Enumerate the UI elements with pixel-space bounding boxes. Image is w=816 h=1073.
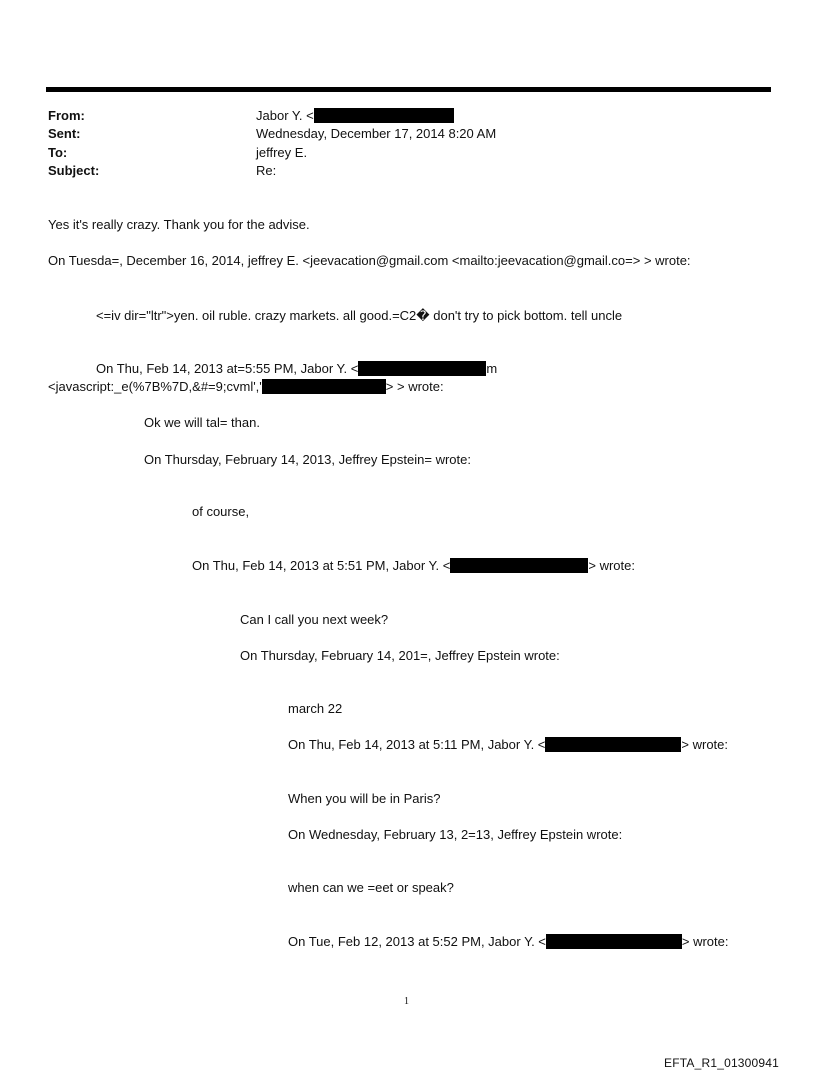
quote-header (288, 934, 729, 950)
from-name: Jabor Y. < (256, 108, 314, 123)
redaction-box (545, 737, 681, 752)
quote-header (288, 737, 728, 753)
quote-text: Ok we will tal= than. (144, 415, 260, 430)
redaction-box (262, 379, 386, 394)
quote-text: When you will be in Paris? (288, 791, 441, 806)
quote-header: On Wednesday, February 13, 2=13, Jeffrey Epstein wrote: (288, 827, 623, 842)
to-label: To: (48, 145, 68, 160)
redaction-box (358, 361, 486, 376)
quote-header-tail: > wrote: (588, 558, 635, 573)
quote-header-text: <javascript:_e(%7B%7D,&#=9;cvml',' (48, 379, 262, 394)
quote-text: march 22 (288, 701, 343, 716)
quote-header-text: On Thu, Feb 14, 2013 at=5:55 PM, Jabor Y. < (96, 361, 359, 376)
from-label: From: (48, 108, 85, 123)
subject-label: Subject: (48, 163, 100, 178)
quote-header: On Tuesda=, December 16, 2014, jeffrey E. <jeevacation@gmail.com <mailto:jeevacation@gmail.co=> > wrote: (48, 253, 691, 268)
quote-header-tail: > wrote: (681, 737, 729, 752)
quote-header: On Thursday, February 14, 2013, Jeffrey Epstein= wrote: (144, 452, 471, 467)
from-value (256, 108, 454, 124)
quote-header-text: On Thu, Feb 14, 2013 at 5:51 PM, Jabor Y. < (192, 558, 451, 573)
quote-header (96, 361, 497, 377)
document-id: EFTA_R1_01300941 (664, 1056, 780, 1070)
redaction-box (546, 934, 682, 949)
sent-label: Sent: (48, 126, 81, 141)
sent-value: Wednesday, December 17, 2014 8:20 AM (256, 126, 497, 141)
quote-header-tail: > wrote: (681, 934, 729, 949)
quote-text: of course, (192, 504, 250, 519)
redaction-box (314, 108, 454, 123)
quote-header-tail: > > wrote: (385, 379, 444, 394)
quote-text: Can I call you next week? (240, 612, 389, 627)
quote-header-tail: m (486, 361, 498, 376)
quote-header-text: On Thu, Feb 14, 2013 at 5:11 PM, Jabor Y. < (288, 737, 546, 752)
quote-header-text: On Tue, Feb 12, 2013 at 5:52 PM, Jabor Y. < (288, 934, 546, 949)
page-number: 1 (404, 996, 409, 1007)
to-value: jeffrey E. (256, 145, 308, 160)
redaction-box (450, 558, 588, 573)
quote-header (192, 558, 635, 574)
reply-text: Yes it's really crazy. Thank you for the advise. (48, 217, 310, 232)
header-rule (46, 87, 771, 92)
subject-value: Re: (256, 163, 277, 178)
quote-header: On Thursday, February 14, 201=, Jeffrey Epstein wrote: (240, 648, 560, 663)
quote-text: <=iv dir="ltr">yen. oil ruble. crazy markets. all good.=C2� don't try to pick bottom. tell uncle (96, 308, 623, 323)
quote-text: when can we =eet or speak? (288, 880, 454, 895)
quote-header (48, 379, 444, 395)
